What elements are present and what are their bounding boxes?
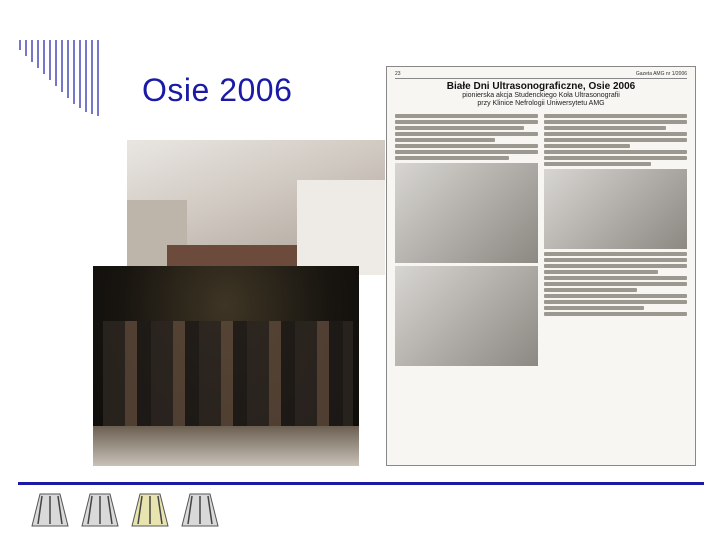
article-column-left (395, 112, 538, 369)
article-body (395, 112, 687, 369)
article-subtitle-line: pionierska akcja Studenckiego Koła Ultrasonografii (462, 92, 620, 99)
article-subtitle-line: przy Klinice Nefrologii Uniwersytetu AMG (477, 100, 605, 107)
logo-2004 (78, 490, 122, 528)
footer-logos (28, 490, 228, 530)
photo-ultrasound-course (127, 140, 385, 275)
article-column-right (544, 112, 687, 369)
article-header (395, 71, 687, 79)
article-photo (544, 169, 687, 249)
article-title: Białe Dni Ultrasonograficzne, Osie 2006 (446, 81, 636, 92)
article-photo (395, 266, 538, 366)
article-photo (395, 163, 538, 263)
slide-title: Osie 2006 (142, 72, 293, 108)
logo-2006 (178, 490, 222, 528)
newspaper-article (386, 66, 696, 466)
decorative-lines (18, 36, 128, 116)
photo-group-night-snow (93, 266, 359, 466)
logo-2003 (28, 490, 72, 528)
article-header-right: Gazeta AMG nr 1/2006 (635, 71, 687, 77)
footer-divider (18, 482, 704, 485)
logo-2005 (128, 490, 172, 528)
article-page-number: 23 (395, 71, 401, 77)
